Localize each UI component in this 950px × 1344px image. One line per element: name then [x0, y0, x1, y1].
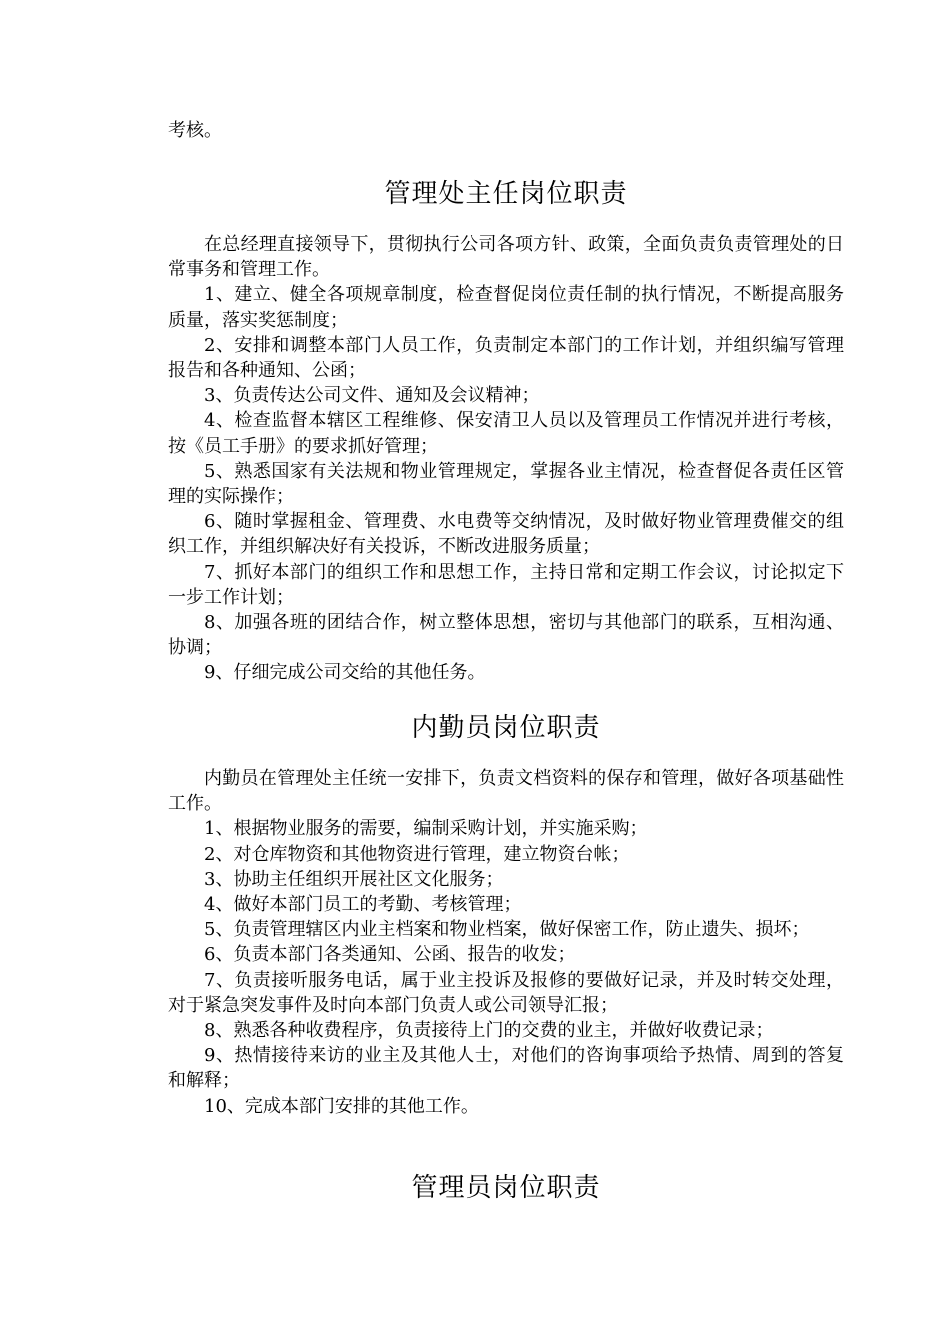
list-item: 1、根据物业服务的需要，编制采购计划，并实施采购；: [204, 818, 648, 840]
list-item: 6、负责本部门各类通知、公函、报告的收发；: [204, 944, 576, 966]
list-item: 2、安排和调整本部门人员工作，负责制定本部门的工作计划，并组织编写管理报告和各种通知、公函；: [168, 334, 844, 382]
list-item: 5、熟悉国家有关法规和物业管理规定，掌握各业主情况，检查督促各责任区管理的实际操作；: [168, 460, 844, 508]
list-item: 4、检查监督本辖区工程维修、保安清卫人员以及管理员工作情况并进行考核，按《员工手册》的要求抓好管理；: [168, 410, 844, 457]
list-item: 7、抓好本部门的组织工作和思想工作，主持日常和定期工作会议，讨论拟定下一步工作计划；: [168, 561, 844, 608]
list-item: 4、做好本部门员工的考勤、考核管理；: [204, 894, 522, 916]
list-item: 9、热情接待来访的业主及其他人士，对他们的咨询事项给予热情、周到的答复和解释；: [168, 1045, 844, 1092]
section-body-director: [168, 232, 844, 686]
list-item: 2、对仓库物资和其他物资进行管理，建立物资台帐；: [204, 843, 630, 865]
section-title-director: 管理处主任岗位职责: [384, 179, 628, 209]
list-item: 8、加强各班的团结合作，树立整体思想，密切与其他部门的联系，互相沟通、协调；: [168, 612, 844, 659]
list-item: 9、仔细完成公司交给的其他任务。: [204, 662, 486, 684]
list-item: 5、负责管理辖区内业主档案和物业档案，做好保密工作，防止遗失、损坏；: [204, 919, 810, 941]
section-title-manager: 管理员岗位职责: [411, 1173, 601, 1203]
list-item: 1、建立、健全各项规章制度，检查督促岗位责任制的执行情况，不断提高服务质量，落实奖惩制度；: [168, 284, 844, 331]
section-title-clerk: 内勤员岗位职责: [411, 713, 601, 743]
paragraph: 考核。: [168, 120, 222, 141]
section-body-clerk: [168, 766, 844, 1119]
list-item: 3、负责传达公司文件、通知及会议精神；: [204, 385, 540, 407]
list-item: 3、协助主任组织开展社区文化服务；: [204, 868, 504, 890]
list-item: 8、熟悉各种收费程序，负责接待上门的交费的业主，并做好收费记录；: [204, 1020, 774, 1042]
carryover-paragraph: [168, 118, 844, 143]
paragraph: 内勤员在管理处主任统一安排下，负责文档资料的保存和管理，做好各项基础性工作。: [168, 768, 844, 815]
list-item: 6、随时掌握租金、管理费、水电费等交纳情况，及时做好物业管理费催交的组织工作，并组织解决好有关投诉，不断改进服务质量；: [168, 511, 844, 558]
paragraph: 在总经理直接领导下，贯彻执行公司各项方针、政策，全面负责负责管理处的日常事务和管理工作。: [168, 234, 844, 281]
list-item: 10、完成本部门安排的其他工作。: [204, 1095, 479, 1117]
list-item: 7、负责接听服务电话，属于业主投诉及报修的要做好记录，并及时转交处理，对于紧急突发事件及时向本部门负责人或公司领导汇报；: [168, 969, 844, 1016]
